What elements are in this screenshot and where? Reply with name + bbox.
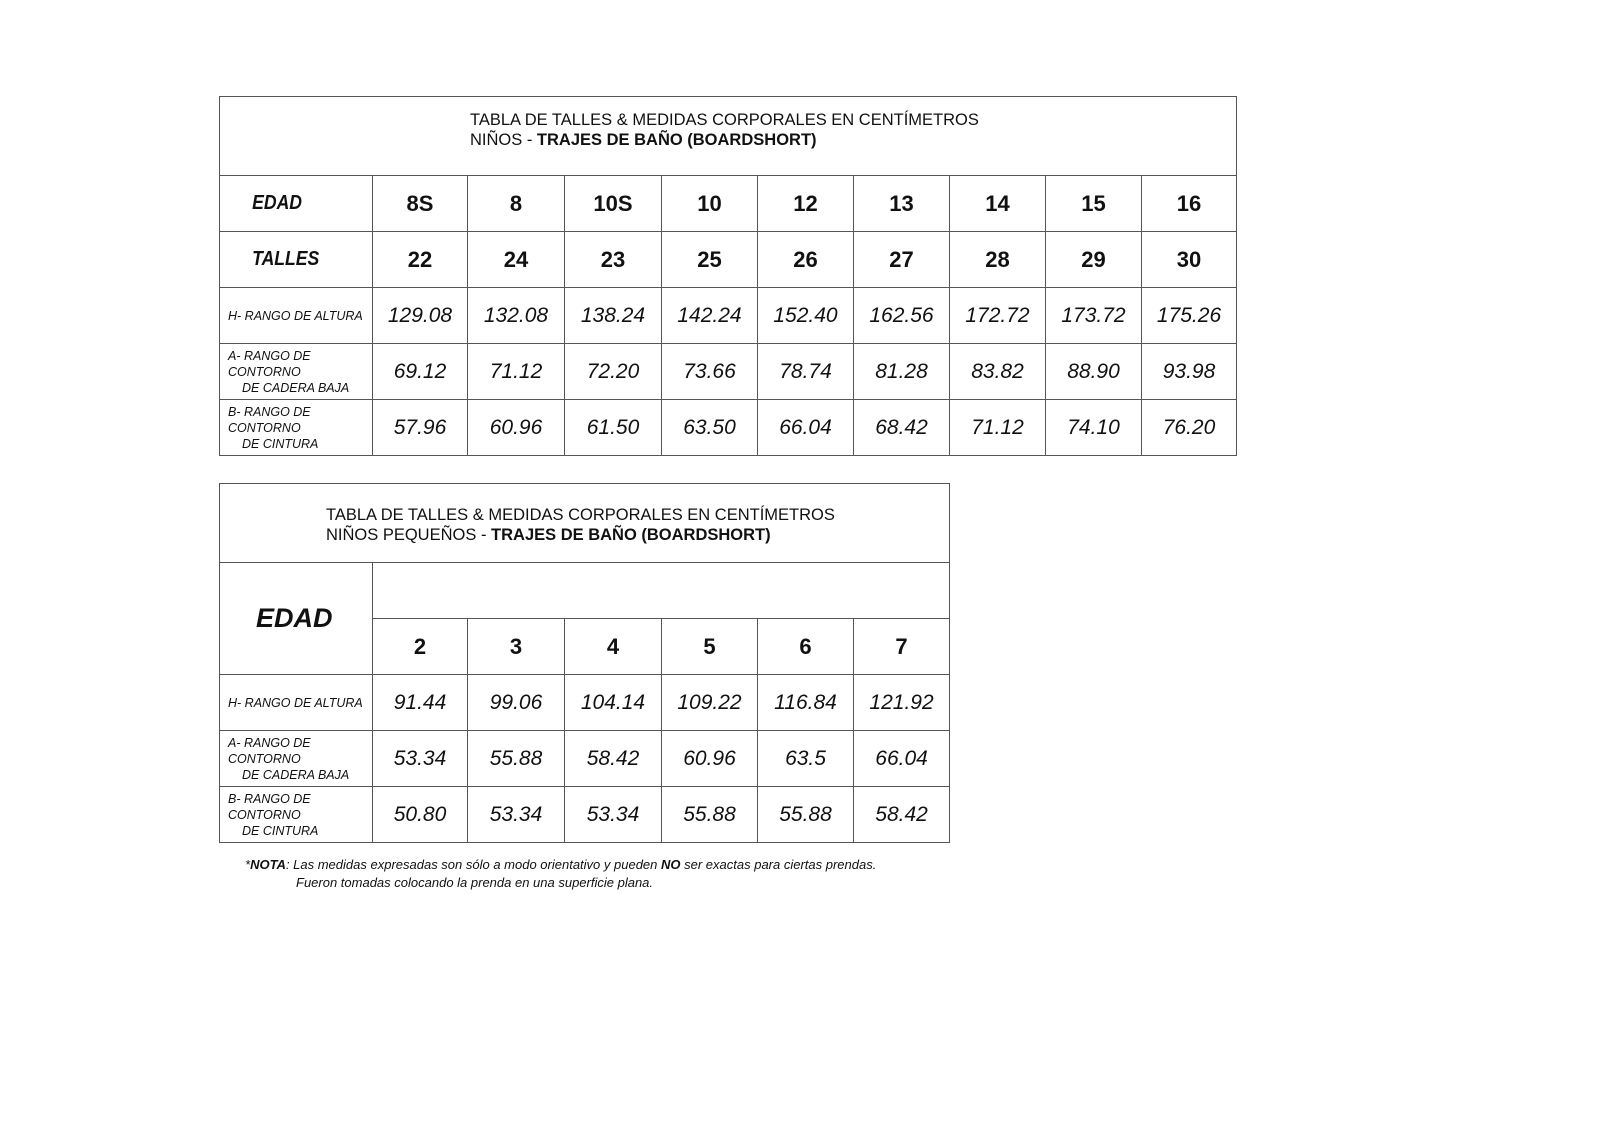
label-line: A- RANGO DE CONTORNO (228, 735, 311, 766)
cintura-cell: 55.88 (758, 787, 854, 843)
edad-cell: 16 (1142, 176, 1237, 232)
note-text: : Las medidas expresadas son sólo a modo orientativo y pueden (285, 857, 662, 872)
edad-cell: 15 (1046, 176, 1142, 232)
cintura-cell: 53.34 (468, 787, 565, 843)
edad-cell: 5 (662, 619, 758, 675)
edad-cell: 10S (565, 176, 662, 232)
edad-cell: 8 (468, 176, 565, 232)
cintura-cell: 60.96 (468, 400, 565, 456)
cadera-cell: 63.5 (758, 731, 854, 787)
edad-cell: 7 (854, 619, 950, 675)
edad-cell: 14 (950, 176, 1046, 232)
talle-cell: 25 (662, 232, 758, 288)
row-cadera (220, 344, 1237, 400)
cadera-cell: 55.88 (468, 731, 565, 787)
cintura-cell: 53.34 (565, 787, 662, 843)
cintura-cell: 58.42 (854, 787, 950, 843)
cadera-cell: 78.74 (758, 344, 854, 400)
cintura-cell: 50.80 (373, 787, 468, 843)
row-label-cadera (220, 344, 373, 400)
row-talles (220, 232, 1237, 288)
altura-cell: 121.92 (854, 675, 950, 731)
note-emphasis: NO (661, 857, 681, 872)
row-edad (220, 176, 1237, 232)
cadera-cell: 88.90 (1046, 344, 1142, 400)
table-subtitle (326, 525, 949, 545)
altura-cell: 142.24 (662, 288, 758, 344)
row-label-talles: TALLES (220, 232, 355, 288)
table-subtitle (470, 130, 1236, 150)
row-label-altura: H- RANGO DE ALTURA (220, 288, 373, 344)
blank-header-cell (373, 563, 950, 619)
altura-cell: 104.14 (565, 675, 662, 731)
row-cintura (220, 400, 1237, 456)
cadera-cell: 83.82 (950, 344, 1046, 400)
row-label-cintura (220, 787, 373, 843)
subtitle-prefix: NIÑOS - (470, 131, 537, 149)
altura-cell: 129.08 (373, 288, 468, 344)
cadera-cell: 93.98 (1142, 344, 1237, 400)
altura-cell: 116.84 (758, 675, 854, 731)
edad-cell: 3 (468, 619, 565, 675)
edad-cell: 2 (373, 619, 468, 675)
label-line: DE CADERA BAJA (242, 380, 350, 395)
label-line: DE CINTURA (242, 436, 319, 451)
label-line: B- RANGO DE CONTORNO (228, 791, 311, 822)
cadera-cell: 53.34 (373, 731, 468, 787)
talle-cell: 29 (1046, 232, 1142, 288)
subtitle-product: TRAJES DE BAÑO (BOARDSHORT) (491, 526, 771, 544)
row-label-edad: EDAD (220, 176, 355, 232)
altura-cell: 175.26 (1142, 288, 1237, 344)
cintura-cell: 74.10 (1046, 400, 1142, 456)
edad-cell: 6 (758, 619, 854, 675)
edad-cell: 4 (565, 619, 662, 675)
row-label-cadera (220, 731, 373, 787)
table-title-cell (220, 97, 1237, 176)
talle-cell: 24 (468, 232, 565, 288)
table-title-cell (220, 484, 950, 563)
talle-cell: 28 (950, 232, 1046, 288)
note-text: ser exactas para ciertas prendas. (680, 857, 877, 872)
altura-cell: 152.40 (758, 288, 854, 344)
cintura-cell: 57.96 (373, 400, 468, 456)
note-line-2: Fueron tomadas colocando la prenda en una superficie plana. (296, 875, 654, 890)
altura-cell: 99.06 (468, 675, 565, 731)
cintura-cell: 66.04 (758, 400, 854, 456)
edad-cell: 10 (662, 176, 758, 232)
talle-cell: 23 (565, 232, 662, 288)
cadera-cell: 69.12 (373, 344, 468, 400)
cintura-cell: 71.12 (950, 400, 1046, 456)
label-line: DE CINTURA (242, 823, 319, 838)
label-line: A- RANGO DE CONTORNO (228, 348, 311, 379)
edad-cell: 12 (758, 176, 854, 232)
talle-cell: 30 (1142, 232, 1237, 288)
table-title: TABLA DE TALLES & MEDIDAS CORPORALES EN CENTÍMETROS (326, 506, 835, 524)
row-cintura (220, 787, 950, 843)
row-label-altura: H- RANGO DE ALTURA (220, 675, 373, 731)
row-label-cintura (220, 400, 373, 456)
label-line: DE CADERA BAJA (242, 767, 350, 782)
altura-cell: 172.72 (950, 288, 1046, 344)
cintura-cell: 76.20 (1142, 400, 1237, 456)
label-line: B- RANGO DE CONTORNO (228, 404, 311, 435)
cadera-cell: 58.42 (565, 731, 662, 787)
note-prefix: * (245, 857, 251, 872)
altura-cell: 162.56 (854, 288, 950, 344)
cadera-cell: 66.04 (854, 731, 950, 787)
size-table-ninos-pequenos (219, 483, 950, 843)
altura-cell: 173.72 (1046, 288, 1142, 344)
cadera-cell: 81.28 (854, 344, 950, 400)
altura-cell: 132.08 (468, 288, 565, 344)
row-altura (220, 675, 950, 731)
row-edad-top (220, 563, 950, 619)
table-title: TABLA DE TALLES & MEDIDAS CORPORALES EN CENTÍMETROS (470, 111, 979, 129)
talle-cell: 27 (854, 232, 950, 288)
edad-cell: 13 (854, 176, 950, 232)
edad-cell: 8S (373, 176, 468, 232)
cintura-cell: 68.42 (854, 400, 950, 456)
altura-cell: 91.44 (373, 675, 468, 731)
cadera-cell: 71.12 (468, 344, 565, 400)
cintura-cell: 63.50 (662, 400, 758, 456)
cadera-cell: 73.66 (662, 344, 758, 400)
size-table-ninos (219, 96, 1237, 456)
row-label-edad: EDAD (220, 563, 373, 675)
cintura-cell: 61.50 (565, 400, 662, 456)
cintura-cell: 55.88 (662, 787, 758, 843)
footnote (245, 856, 876, 892)
subtitle-prefix: NIÑOS PEQUEÑOS - (326, 526, 492, 544)
cadera-cell: 60.96 (662, 731, 758, 787)
talle-cell: 26 (758, 232, 854, 288)
subtitle-product: TRAJES DE BAÑO (BOARDSHORT) (536, 131, 817, 149)
altura-cell: 109.22 (662, 675, 758, 731)
note-line-1 (245, 857, 876, 872)
altura-cell: 138.24 (565, 288, 662, 344)
note-label: NOTA (250, 857, 286, 872)
row-altura (220, 288, 1237, 344)
cadera-cell: 72.20 (565, 344, 662, 400)
talle-cell: 22 (373, 232, 468, 288)
row-cadera (220, 731, 950, 787)
